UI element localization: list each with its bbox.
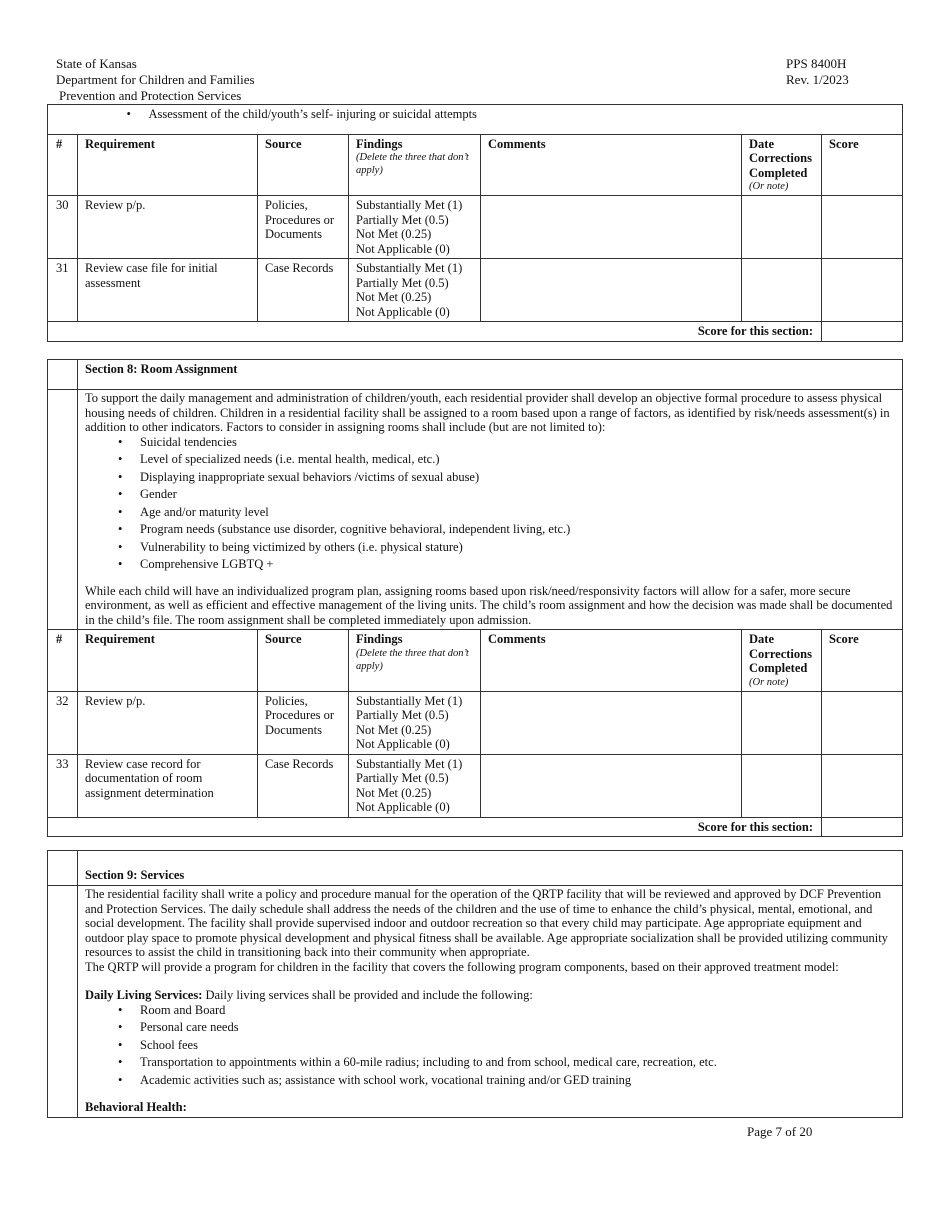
section-score-cell[interactable] bbox=[822, 817, 903, 837]
finding-not-met: Not Met (0.25) bbox=[356, 290, 432, 304]
section-9-title: Section 9: Services bbox=[78, 851, 903, 886]
row-number: 32 bbox=[48, 691, 78, 754]
finding-not-met: Not Met (0.25) bbox=[356, 785, 432, 800]
row-findings[interactable] bbox=[349, 691, 481, 754]
row-findings[interactable] bbox=[349, 259, 481, 322]
col-findings-note: (Delete the three that don’t apply) bbox=[356, 647, 469, 672]
header-form-info bbox=[786, 56, 849, 88]
header-state: State of Kansas bbox=[56, 56, 137, 71]
row-requirement: Review case record for documentation of room assignment determination bbox=[78, 754, 258, 817]
section-title-row bbox=[48, 851, 903, 886]
section-title-row bbox=[48, 360, 903, 390]
col-requirement: Requirement bbox=[78, 630, 258, 692]
section-8-closing: While each child will have an individualized program plan, assigning rooms based upon risk/need/responsivity factors will allow for a safer, more secure environment, as well as efficient and effective management of the living units. The child’s room assignment and how the decision was made shall be documented in the child’s file. The room assignment shall be completed immediately upon admission. bbox=[85, 583, 893, 627]
section-description-row bbox=[48, 390, 903, 630]
column-header-row bbox=[48, 630, 903, 692]
col-number: # bbox=[48, 134, 78, 196]
row-source: Case Records bbox=[258, 259, 349, 322]
list-item: • Personal care needs bbox=[140, 1020, 894, 1035]
section-9-intro: The residential facility shall write a policy and procedure manual for the operation of the QRTP facility that will be reviewed and approved by DCF Prevention and Protection Services. The daily schedule shall address the needs of the children and the use of time to enhance the child’s physical, mental, emotional, and social development. The facility shall provide supervised indoor and outdoor recreation so that every child may participate. Age appropriate equipment and outdoor play space to promote physical development and physical fitness shall be available. Age appropriate socialization shall be provided utilizing community resources to assist the child in transitioning back into their community when appropriate. bbox=[85, 887, 888, 959]
header-department: Department for Children and Families bbox=[56, 72, 255, 87]
col-date bbox=[742, 134, 822, 196]
col-findings-label: Findings bbox=[356, 136, 403, 151]
list-item: • Gender bbox=[140, 487, 894, 502]
col-findings-label: Findings bbox=[356, 632, 403, 646]
finding-not-applicable: Not Applicable (0) bbox=[356, 241, 450, 256]
col-requirement: Requirement bbox=[78, 134, 258, 196]
row-comments[interactable] bbox=[481, 196, 742, 259]
finding-partially-met: Partially Met (0.5) bbox=[356, 212, 449, 227]
score-label: Score for this section: bbox=[48, 322, 822, 342]
daily-living-heading bbox=[85, 988, 894, 1003]
section-9-description bbox=[78, 886, 903, 1118]
col-source: Source bbox=[258, 134, 349, 196]
page-number: Page 7 of 20 bbox=[747, 1124, 813, 1139]
row-comments[interactable] bbox=[481, 691, 742, 754]
col-date-label: Date Corrections Completed bbox=[749, 632, 812, 675]
section-7-table bbox=[47, 104, 903, 342]
row-requirement: Review p/p. bbox=[78, 691, 258, 754]
finding-substantially-met: Substantially Met (1) bbox=[356, 756, 463, 771]
col-date-note: (Or note) bbox=[749, 676, 789, 688]
table-row bbox=[48, 691, 903, 754]
row-date[interactable] bbox=[742, 196, 822, 259]
list-item: • Displaying inappropriate sexual behaviors /victims of sexual abuse) bbox=[140, 470, 894, 485]
row-requirement: Review case file for initial assessment bbox=[78, 259, 258, 322]
row-source: Policies, Procedures or Documents bbox=[258, 691, 349, 754]
carryover-bullet: • Assessment of the child/youth’s self- injuring or suicidal attempts bbox=[149, 107, 897, 122]
finding-not-applicable: Not Applicable (0) bbox=[356, 304, 450, 319]
list-item: • Transportation to appointments within a 60-mile radius; including to and from school, medical care, recreation, etc. bbox=[140, 1055, 894, 1070]
header-form-number: PPS 8400H bbox=[786, 56, 847, 71]
finding-partially-met: Partially Met (0.5) bbox=[356, 708, 449, 722]
list-item: • Age and/or maturity level bbox=[140, 505, 894, 520]
row-date[interactable] bbox=[742, 691, 822, 754]
finding-substantially-met: Substantially Met (1) bbox=[356, 198, 463, 212]
score-row bbox=[48, 322, 903, 342]
list-item: • Academic activities such as; assistance with school work, vocational training and/or GED training bbox=[140, 1073, 894, 1088]
list-item: • School fees bbox=[140, 1038, 894, 1053]
col-date-note: (Or note) bbox=[749, 181, 789, 192]
col-score: Score bbox=[822, 134, 903, 196]
row-number: 33 bbox=[48, 754, 78, 817]
finding-partially-met: Partially Met (0.5) bbox=[356, 275, 449, 290]
row-number: 31 bbox=[48, 259, 78, 322]
section-8-table bbox=[47, 359, 903, 837]
list-item: • Comprehensive LGBTQ + bbox=[140, 557, 894, 572]
table-row bbox=[48, 196, 903, 259]
list-item: • Room and Board bbox=[140, 1003, 894, 1018]
daily-living-title: Daily Living Services: bbox=[85, 988, 203, 1002]
finding-not-applicable: Not Applicable (0) bbox=[356, 800, 450, 814]
section-9-intro-2: The QRTP will provide a program for children in the facility that covers the following program components, based on their approved treatment model: bbox=[85, 959, 839, 974]
finding-substantially-met: Substantially Met (1) bbox=[356, 261, 463, 275]
carryover-row bbox=[48, 105, 903, 135]
section-8-description bbox=[78, 390, 903, 630]
col-findings bbox=[349, 134, 481, 196]
row-score[interactable] bbox=[822, 196, 903, 259]
row-comments[interactable] bbox=[481, 259, 742, 322]
row-score[interactable] bbox=[822, 754, 903, 817]
row-date[interactable] bbox=[742, 754, 822, 817]
col-source: Source bbox=[258, 630, 349, 692]
finding-substantially-met: Substantially Met (1) bbox=[356, 693, 463, 708]
col-date bbox=[742, 630, 822, 692]
finding-not-applicable: Not Applicable (0) bbox=[356, 737, 450, 751]
header-agency bbox=[56, 56, 255, 104]
score-label: Score for this section: bbox=[48, 817, 822, 837]
room-factors-list bbox=[85, 435, 894, 572]
section-8-intro: To support the daily management and administration of children/youth, each residential provider shall develop an objective formal procedure to assess physical housing needs of children. Children in a residential facility shall be assigned to a room based upon a range of factors, as identified by risk/needs assessment(s) in addition to other indicators. Factors to consider in assigning rooms shall include (but are not limited to): bbox=[85, 391, 890, 434]
row-comments[interactable] bbox=[481, 754, 742, 817]
row-source: Policies, Procedures or Documents bbox=[258, 196, 349, 259]
col-comments: Comments bbox=[481, 630, 742, 692]
list-item: • Program needs (substance use disorder, cognitive behavioral, independent living, etc.) bbox=[140, 522, 894, 537]
header-division: Prevention and Protection Services bbox=[59, 88, 242, 103]
finding-partially-met: Partially Met (0.5) bbox=[356, 771, 449, 785]
finding-not-met: Not Met (0.25) bbox=[356, 227, 432, 241]
behavioral-health-heading: Behavioral Health: bbox=[85, 1100, 187, 1114]
row-score[interactable] bbox=[822, 691, 903, 754]
list-item: • Suicidal tendencies bbox=[140, 435, 894, 450]
row-score[interactable] bbox=[822, 259, 903, 322]
section-score-cell[interactable] bbox=[822, 322, 903, 342]
daily-living-list bbox=[85, 1003, 894, 1088]
col-score: Score bbox=[822, 630, 903, 692]
finding-not-met: Not Met (0.25) bbox=[356, 722, 432, 737]
col-findings-note: (Delete the three that don’t apply) bbox=[356, 152, 469, 176]
row-source: Case Records bbox=[258, 754, 349, 817]
list-item: • Level of specialized needs (i.e. mental health, medical, etc.) bbox=[140, 452, 894, 467]
section-8-title: Section 8: Room Assignment bbox=[78, 360, 903, 390]
section-description-row bbox=[48, 886, 903, 1118]
row-findings[interactable] bbox=[349, 754, 481, 817]
row-date[interactable] bbox=[742, 259, 822, 322]
score-row bbox=[48, 817, 903, 837]
header-revision: Rev. 1/2023 bbox=[786, 72, 849, 87]
row-findings[interactable] bbox=[349, 196, 481, 259]
table-row bbox=[48, 754, 903, 817]
row-number: 30 bbox=[48, 196, 78, 259]
col-date-label: Date Corrections Completed bbox=[749, 136, 812, 180]
col-findings bbox=[349, 630, 481, 692]
daily-living-text: Daily living services shall be provided and include the following: bbox=[202, 988, 533, 1002]
table-row bbox=[48, 259, 903, 322]
column-header-row bbox=[48, 134, 903, 196]
row-requirement: Review p/p. bbox=[78, 196, 258, 259]
section-9-table bbox=[47, 850, 903, 1118]
col-comments: Comments bbox=[481, 134, 742, 196]
list-item: • Vulnerability to being victimized by others (i.e. physical stature) bbox=[140, 540, 894, 555]
col-number: # bbox=[48, 630, 78, 692]
